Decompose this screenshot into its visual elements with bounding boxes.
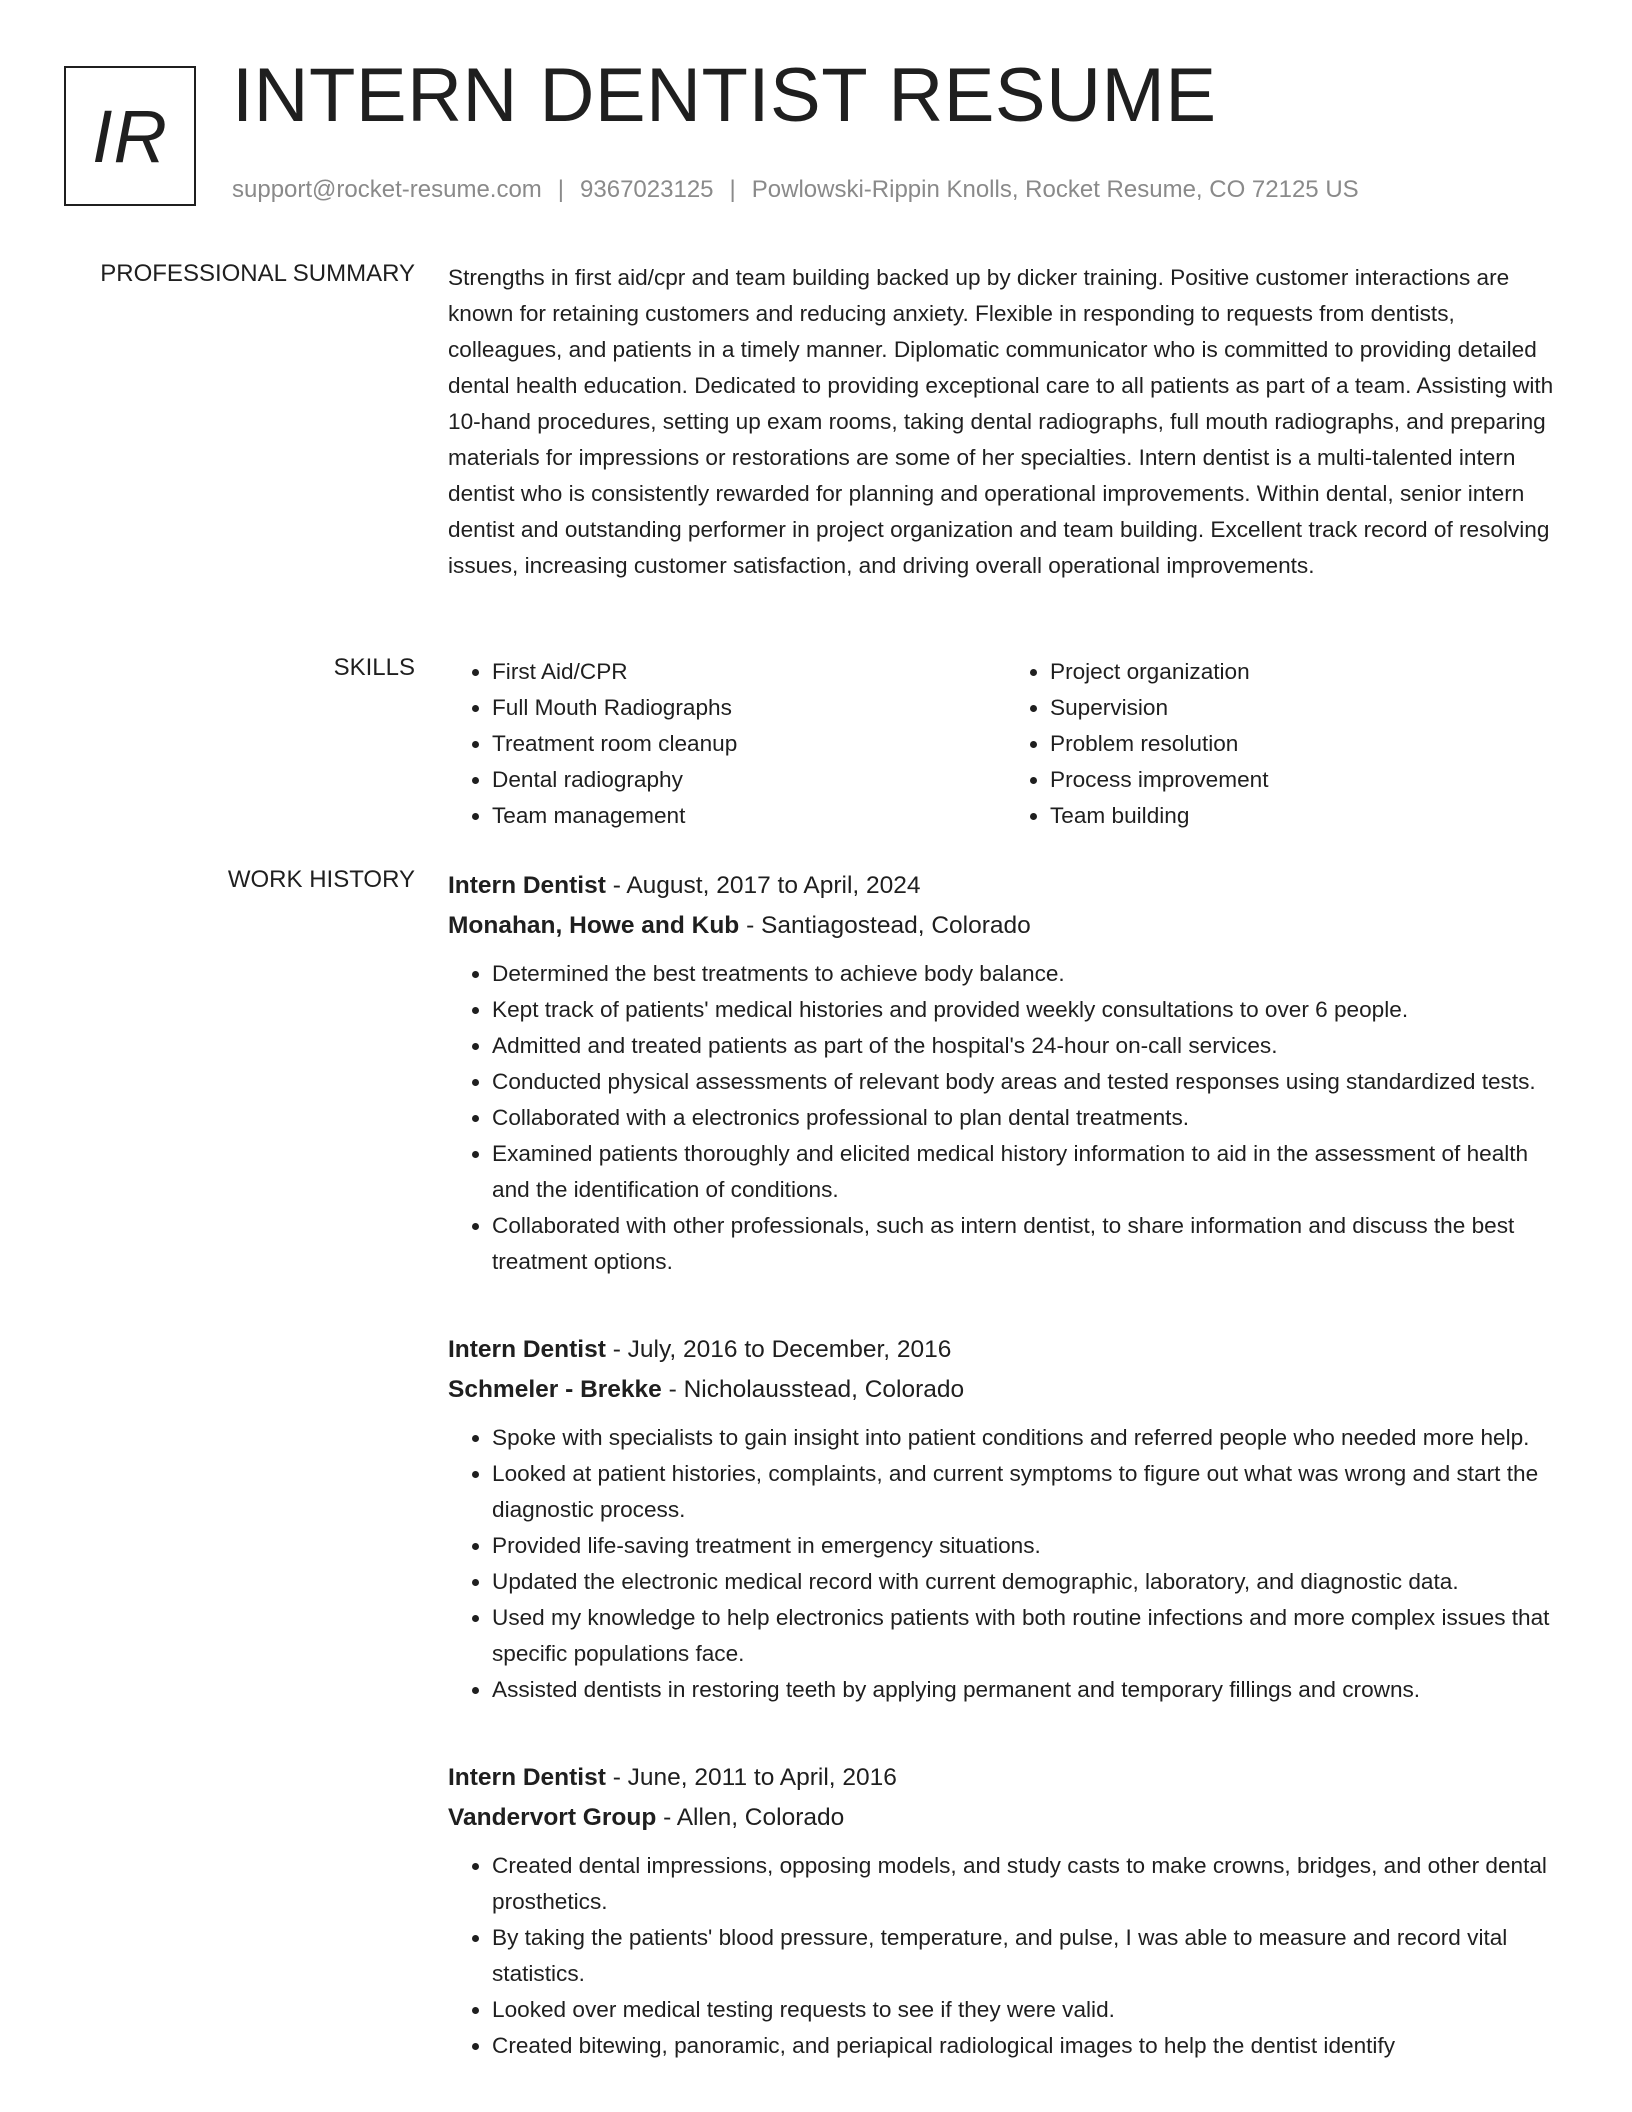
job-bullet: • Provided life-saving treatment in emergency situations. [492, 1528, 1564, 1564]
job-location: - Allen, Colorado [656, 1804, 845, 1831]
contact-address: Powlowski-Rippin Knolls, Rocket Resume, CO 72125 US [751, 176, 1359, 203]
job-role: Intern Dentist [448, 1764, 606, 1791]
job-bullet: • Updated the electronic medical record with current demographic, laboratory, and diagnostic data. [492, 1564, 1564, 1600]
job-bullet: • Created bitewing, panoramic, and periapical radiological images to help the dentist identify [492, 2028, 1564, 2064]
skill-item: • Supervision [1050, 690, 1564, 726]
skills-list-left [448, 654, 1006, 834]
job-title-line [448, 866, 1564, 906]
job-entry [448, 1758, 1564, 2064]
job-role: Intern Dentist [448, 1336, 606, 1363]
job-bullets [448, 1420, 1564, 1708]
job-bullets [448, 1848, 1564, 2064]
job-dates: - June, 2011 to April, 2016 [605, 1764, 897, 1791]
job-bullet: • Examined patients thoroughly and elicited medical history information to aid in the assessment of health and the identification of conditions. [492, 1136, 1564, 1208]
job-company-line [448, 1370, 1564, 1410]
job-company-line [448, 906, 1564, 946]
skill-item: • Full Mouth Radiographs [492, 690, 1006, 726]
skills-list-right [1006, 654, 1564, 834]
job-dates: - August, 2017 to April, 2024 [605, 872, 921, 899]
skills-heading: SKILLS [333, 654, 415, 681]
job-role: Intern Dentist [448, 872, 606, 899]
skill-item: • Problem resolution [1050, 726, 1564, 762]
job-entry [448, 1330, 1564, 1708]
job-location: - Santiagostead, Colorado [739, 912, 1031, 939]
job-company: Monahan, Howe and Kub [448, 912, 740, 939]
job-bullets [448, 956, 1564, 1280]
job-bullet: • Looked over medical testing requests to see if they were valid. [492, 1992, 1564, 2028]
work-history-heading: WORK HISTORY [227, 866, 415, 893]
contact-separator: | [729, 176, 736, 203]
skill-item: • Dental radiography [492, 762, 1006, 798]
job-title-line [448, 1758, 1564, 1798]
skill-item: • Treatment room cleanup [492, 726, 1006, 762]
job-bullet: • Created dental impressions, opposing models, and study casts to make crowns, bridges, and other dental prosthetics. [492, 1848, 1564, 1920]
skill-item: • Project organization [1050, 654, 1564, 690]
monogram-initials: IR [92, 94, 168, 178]
contact-email: support@rocket-resume.com [232, 176, 542, 203]
resume-title: INTERN DENTIST RESUME [232, 53, 1217, 138]
job-bullet: • Looked at patient histories, complaints, and current symptoms to figure out what was wrong and start the diagnostic process. [492, 1456, 1564, 1528]
contact-phone: 9367023125 [580, 176, 714, 203]
summary-heading: PROFESSIONAL SUMMARY [100, 260, 415, 287]
job-dates: - July, 2016 to December, 2016 [605, 1336, 952, 1363]
job-bullet: • Collaborated with other professionals, such as intern dentist, to share information and discuss the best treatment options. [492, 1208, 1564, 1280]
job-location: - Nicholausstead, Colorado [661, 1376, 965, 1403]
job-bullet: • Used my knowledge to help electronics patients with both routine infections and more complex issues that specific populations face. [492, 1600, 1564, 1672]
job-company: Vandervort Group [448, 1804, 657, 1831]
contact-line [232, 176, 1359, 204]
job-title-line [448, 1330, 1564, 1370]
contact-separator: | [557, 176, 565, 203]
skill-item: • Team management [492, 798, 1006, 834]
job-bullet: • Spoke with specialists to gain insight into patient conditions and referred people who needed more help. [492, 1420, 1564, 1456]
job-bullet: • Assisted dentists in restoring teeth by applying permanent and temporary fillings and crowns. [492, 1672, 1564, 1708]
skill-item: • First Aid/CPR [492, 654, 1006, 690]
job-company-line [448, 1798, 1564, 1838]
job-bullet: • Conducted physical assessments of relevant body areas and tested responses using standardized tests. [492, 1064, 1564, 1100]
monogram-badge [64, 66, 196, 206]
skill-item: • Team building [1050, 798, 1564, 834]
job-bullet: • Kept track of patients' medical histories and provided weekly consultations to over 6 people. [492, 992, 1564, 1028]
summary-text: Strengths in first aid/cpr and team building backed up by dicker training. Positive customer interactions are known for retaining customers and reducing anxiety. Flexible in responding to requests from dentists, colleagues, and patients in a timely manner. Diplomatic communicator who is committed to providing detailed dental health education. Dedicated to providing exceptional care to all patients as part of a team. Assisting with 10-hand procedures, setting up exam rooms, taking dental radiographs, full mouth radiographs, and preparing materials for impressions or restorations are some of her specialties. Intern dentist is a multi-talented intern dentist who is consistently rewarded for planning and operational improvements. Within dental, senior intern dentist and outstanding performer in project organization and team building. Excellent track record of resolving issues, increasing customer satisfaction, and driving overall operational improvements. [448, 265, 1554, 578]
skill-item: • Process improvement [1050, 762, 1564, 798]
work-history-list [448, 866, 1564, 2112]
job-entry [448, 866, 1564, 1280]
job-bullet: • Collaborated with a electronics professional to plan dental treatments. [492, 1100, 1564, 1136]
job-bullet: • Determined the best treatments to achieve body balance. [492, 956, 1564, 992]
job-bullet: • Admitted and treated patients as part of the hospital's 24-hour on-call services. [492, 1028, 1564, 1064]
job-company: Schmeler - Brekke [448, 1376, 662, 1403]
job-bullet: • By taking the patients' blood pressure, temperature, and pulse, I was able to measure and record vital statistics. [492, 1920, 1564, 1992]
